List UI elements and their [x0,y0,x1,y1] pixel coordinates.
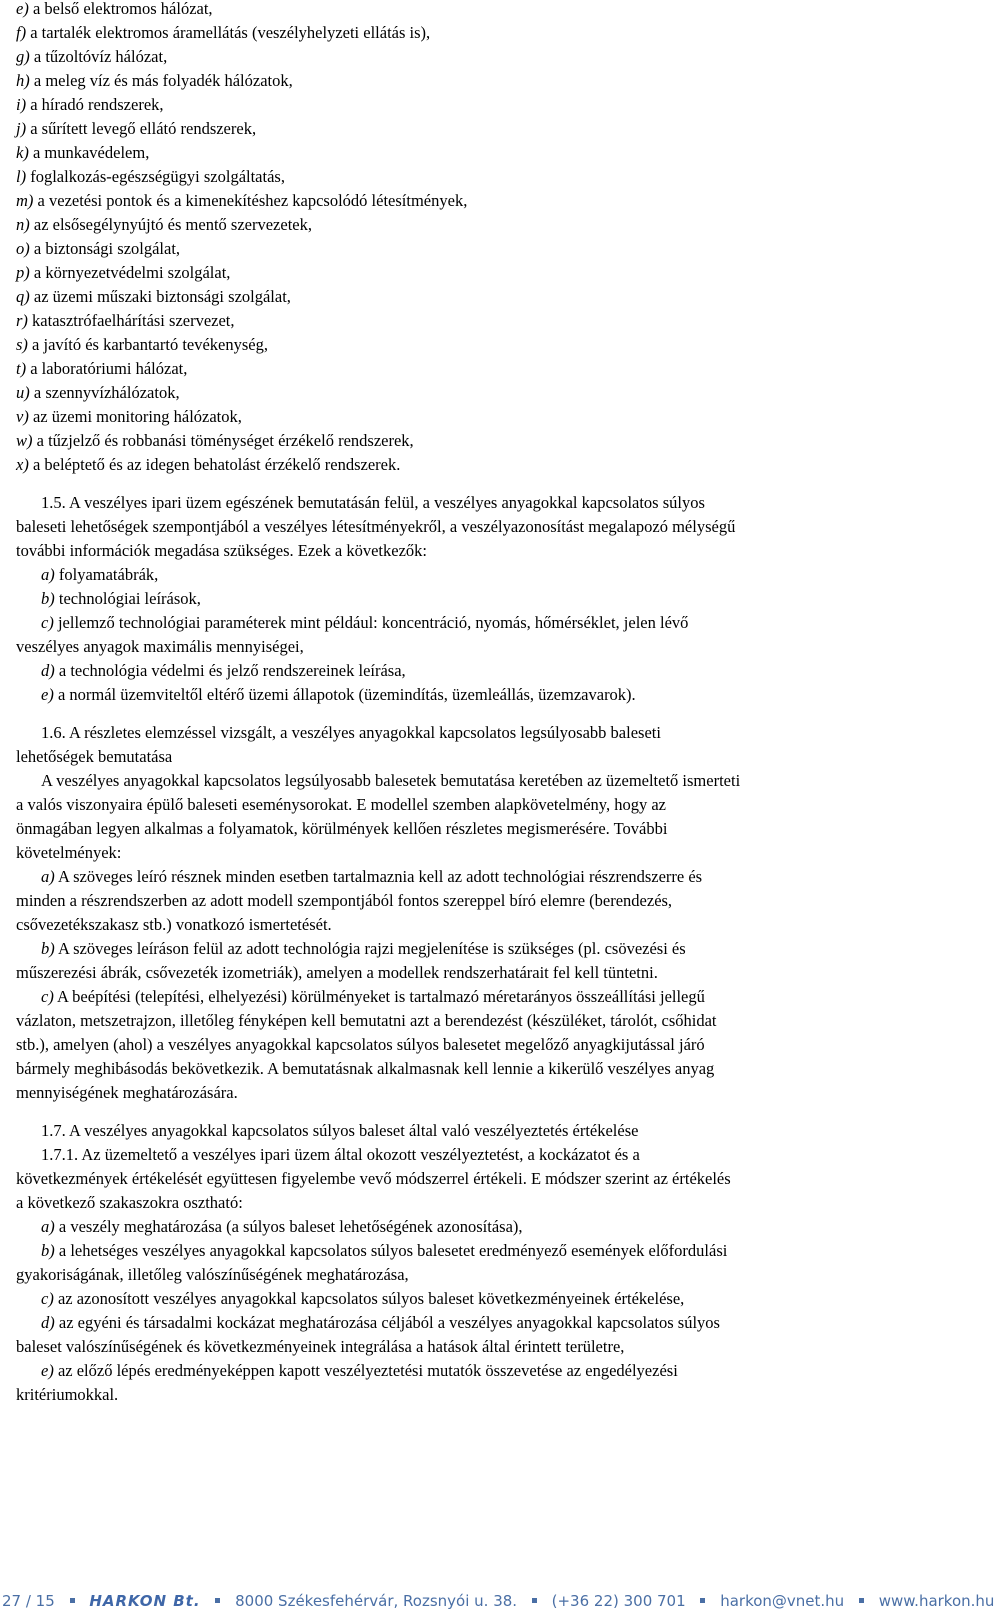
list-marker: a) [41,565,55,584]
list-marker: d) [41,661,55,680]
list-text: a vezetési pontok és a kimenekítéshez kapcsolódó létesítmények, [33,191,468,210]
list-text: a laboratóriumi hálózat, [26,359,188,378]
list-text: a meleg víz és más folyadék hálózatok, [29,71,293,90]
list-marker: q) [16,287,30,306]
paragraph-line: minden a részrendszerben az adott modell szempontjából fontos szereppel bíró elemre (berendezés, [16,891,673,910]
footer-address: 8000 Székesfehérvár, Rozsnyói u. 38. [235,1591,518,1610]
paragraph-line: mennyiségének meghatározására. [16,1083,238,1102]
separator-square-icon [70,1598,75,1603]
paragraph-line: baleset valószínűségének és következményeinek integrálása a hatások által érintett területre, [16,1337,625,1356]
list-item [16,165,941,189]
list-marker: e) [16,0,29,18]
list-text: a tűzjelző és robbanási töménységet érzékelő rendszerek, [32,431,414,450]
list-item [16,1287,941,1311]
list-text: a normál üzemviteltől eltérő üzemi állapotok (üzemindítás, üzemleállás, üzemzavarok). [53,685,636,704]
list-item [16,45,941,69]
list-text: A beépítési (telepítési, elhelyezési) körülményeket is tartalmazó méretarányos összeállítási jellegű [53,987,705,1006]
paragraph-line: önmagában legyen alkalmas a folyamatok, körülmények kellően részletes megismerésére. További [16,819,668,838]
list-item [16,69,941,93]
paragraph-line: A veszélyes anyagokkal kapcsolatos legsúlyosabb balesetek bemutatása keretében az üzemeltető ismerteti [41,771,741,790]
list-text: a technológia védelmi és jelző rendszereinek leírása, [54,661,406,680]
list-item [16,0,941,21]
list-item [16,563,941,587]
list-item [16,865,941,889]
list-text: A szöveges leíró résznek minden esetben tartalmaznia kell az adott technológiai részrendszerre és [54,867,703,886]
list-marker: t) [16,359,27,378]
list-item [16,611,941,635]
list-marker: m) [16,191,34,210]
paragraph-line: stb.), amelyen (ahol) a veszélyes anyagokkal kapcsolatos súlyos balesetet megelőző anyagkijutással járó [16,1035,705,1054]
paragraph-line: 1.7.1. Az üzemeltető a veszélyes ipari üzem által okozott veszélyeztetést, a kockázatot és a [41,1145,640,1164]
paragraph-line: 1.5. A veszélyes ipari üzem egészének bemutatásán felül, a veszélyes anyagokkal kapcsolatos súlyos [41,493,705,512]
list-text: a biztonsági szolgálat, [29,239,181,258]
list-item [16,213,941,237]
list-marker: u) [16,383,30,402]
footer-website[interactable]: www.harkon.hu [878,1591,994,1610]
list-text: a munkavédelem, [28,143,150,162]
paragraph-line: gyakoriságának, illetőleg valószínűségének meghatározása, [16,1265,409,1284]
list-marker: r) [16,311,28,330]
list-item [16,141,941,165]
list-item [16,237,941,261]
list-text: a tartalék elektromos áramellátás (veszélyhelyzeti ellátás is), [26,23,431,42]
paragraph-line: a valós viszonyaira épülő baleseti eseménysorokat. E modellel szemben alapkövetelmény, hogy az [16,795,667,814]
page-footer [0,1589,994,1611]
list-item [16,21,941,45]
list-item [16,1215,941,1239]
list-item [16,309,941,333]
list-item [16,93,941,117]
list-text: folyamatábrák, [54,565,159,584]
list-marker: c) [41,1289,54,1308]
list-item [16,429,941,453]
list-marker: x) [16,455,29,474]
list-item [16,405,941,429]
footer-phone: (+36 22) 300 701 [551,1591,686,1610]
section-heading: 1.6. A részletes elemzéssel vizsgált, a veszélyes anyagokkal kapcsolatos legsúlyosabb baleseti [41,723,661,742]
list-text: az üzemi monitoring hálózatok, [28,407,242,426]
list-text: technológiai leírások, [54,589,201,608]
list-item [16,683,941,707]
list-marker: h) [16,71,30,90]
list-marker: e) [41,1361,54,1380]
list-item [16,453,941,477]
separator-square-icon [859,1598,864,1603]
list-marker: p) [16,263,30,282]
list-marker: k) [16,143,29,162]
list-text: az egyéni és társadalmi kockázat meghatározása céljából a veszélyes anyagokkal kapcsolatos súlyos [54,1313,720,1332]
list-top [16,0,941,477]
separator-square-icon [700,1598,705,1603]
brand-logo: HARKON Bt. [89,1591,201,1610]
paragraph-line: további információk megadása szükséges. Ezek a következők: [16,541,427,560]
list-item [16,1359,941,1383]
document-page [16,0,941,1407]
list-text: a beléptető és az idegen behatolást érzékelő rendszerek. [28,455,401,474]
list-item [16,659,941,683]
list-marker: f) [16,23,27,42]
paragraph-line: a következő szakaszokra osztható: [16,1193,243,1212]
page-number: 27 / 15 [2,1591,55,1610]
list-text: foglalkozás-egészségügyi szolgáltatás, [26,167,285,186]
list-text: a veszély meghatározása (a súlyos baleset lehetőségének azonosítása), [54,1217,523,1236]
section-1-6 [16,721,941,1105]
list-marker: d) [41,1313,55,1332]
list-text: a híradó rendszerek, [26,95,164,114]
section-heading-continuation: lehetőségek bemutatása [16,747,173,766]
section-heading: 1.7. A veszélyes anyagokkal kapcsolatos súlyos baleset által való veszélyeztetés értékelése [41,1121,639,1140]
list-marker: s) [16,335,28,354]
list-marker: n) [16,215,30,234]
list-item [16,261,941,285]
list-text: katasztrófaelhárítási szervezet, [27,311,235,330]
list-marker: c) [41,613,54,632]
list-text: az azonosított veszélyes anyagokkal kapcsolatos súlyos baleset következményeinek értékelése, [53,1289,685,1308]
footer-email[interactable]: harkon@vnet.hu [720,1591,845,1610]
paragraph-line: kritériumokkal. [16,1385,119,1404]
list-item [16,189,941,213]
list-text: a lehetséges veszélyes anyagokkal kapcsolatos súlyos balesetet eredményező események előfordulási [54,1241,728,1260]
paragraph-line: követelmények: [16,843,122,862]
separator-square-icon [532,1598,537,1603]
list-marker: i) [16,95,27,114]
list-text: A szöveges leíráson felül az adott technológia rajzi megjelenítése is szükséges (pl. csövezési és [54,939,686,958]
list-text: a környezetvédelmi szolgálat, [29,263,231,282]
section-1-7 [16,1119,941,1407]
list-item [16,381,941,405]
list-item [16,285,941,309]
list-marker: o) [16,239,30,258]
section-1-5 [16,491,941,707]
list-marker: j) [16,119,27,138]
list-text: az üzemi műszaki biztonsági szolgálat, [29,287,291,306]
list-marker: w) [16,431,33,450]
paragraph-line: műszerezési ábrák, csővezeték izometriák), amelyen a modellek rendszerhatárait fel kell tüntetni. [16,963,658,982]
list-text: a belső elektromos hálózat, [28,0,213,18]
paragraph-line: bármely meghibásodás bekövetkezik. A bemutatásnak alkalmasnak kell lennie a kikerülő veszélyes anyag [16,1059,715,1078]
list-marker: g) [16,47,30,66]
list-text: jellemző technológiai paraméterek mint például: koncentráció, nyomás, hőmérséklet, jelen lévő [53,613,689,632]
list-item [16,937,941,961]
list-item [16,117,941,141]
list-marker: b) [41,939,55,958]
list-marker: a) [41,867,55,886]
paragraph-line: csővezetékszakasz stb.) vonatkozó ismertetését. [16,915,332,934]
list-item [16,1239,941,1263]
paragraph-line: következmények értékelését együttesen figyelembe vevő módszerrel értékeli. E módszer szerint az értékelés [16,1169,731,1188]
list-item [16,1311,941,1335]
list-text: az előző lépés eredményeképpen kapott veszélyeztetési mutatók összevetése az engedélyezési [53,1361,678,1380]
paragraph-line: vázlaton, metszetrajzon, illetőleg fényképen kell bemutatni azt a berendezést (készüléket, tárolót, csőhidat [16,1011,717,1030]
list-item [16,985,941,1009]
list-item [16,587,941,611]
list-text: az elsősegélynyújtó és mentő szervezetek, [29,215,312,234]
list-item-continuation [16,635,941,659]
list-marker: e) [41,685,54,704]
paragraph-line: baleseti lehetőségek szempontjából a veszélyes létesítményekről, a veszélyazonosítást megalapozó mélységű [16,517,736,536]
list-marker: a) [41,1217,55,1236]
list-marker: l) [16,167,27,186]
separator-square-icon [215,1598,220,1603]
list-marker: c) [41,987,54,1006]
list-text: a javító és karbantartó tevékenység, [27,335,268,354]
list-marker: b) [41,1241,55,1260]
list-item [16,333,941,357]
list-text: a szennyvízhálózatok, [29,383,180,402]
list-text: a sűrített levegő ellátó rendszerek, [26,119,257,138]
list-text: a tűzoltóvíz hálózat, [29,47,168,66]
list-marker: v) [16,407,29,426]
list-item [16,357,941,381]
list-text: veszélyes anyagok maximális mennyiségei, [16,637,304,656]
list-marker: b) [41,589,55,608]
